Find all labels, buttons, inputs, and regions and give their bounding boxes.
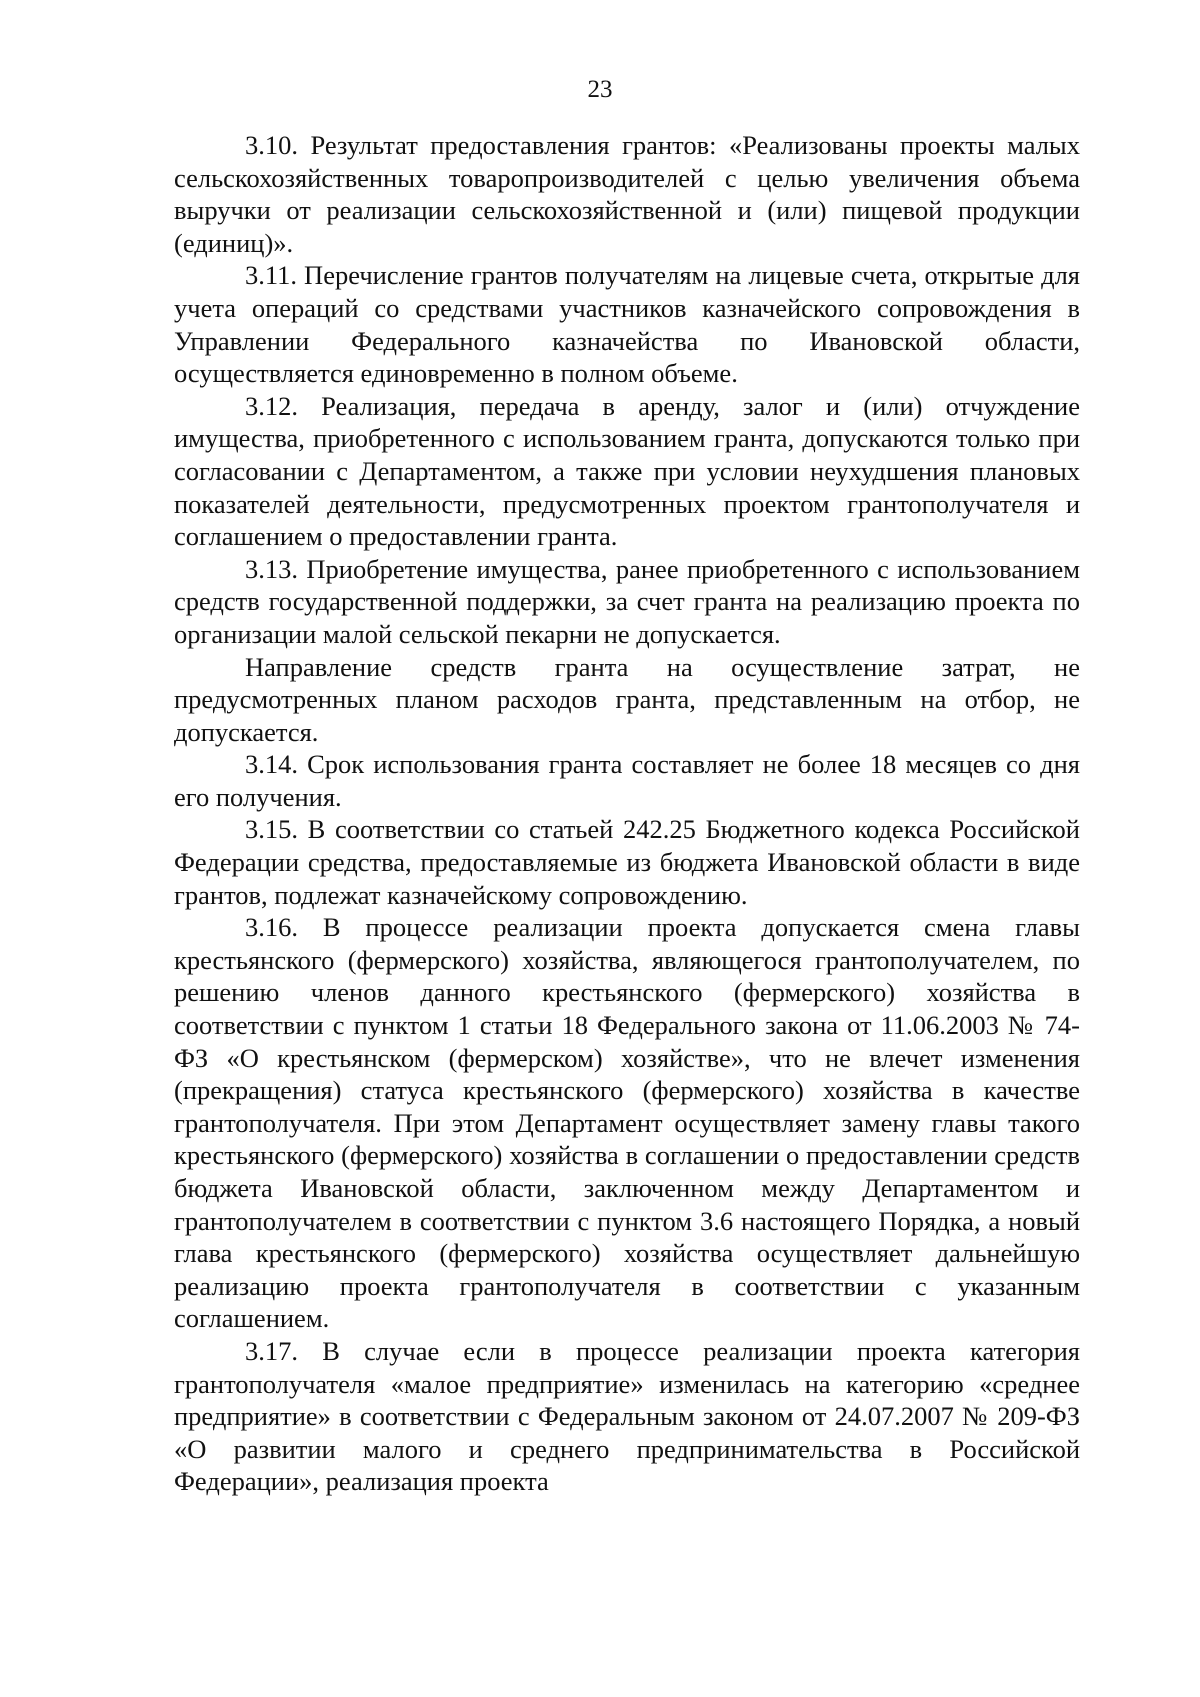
paragraph-3-10: 3.10. Результат предоставления грантов: «Реализованы проекты малых сельскохозяйственных товаропроизводителей с целью увеличения объема выручки от реализации сельскохозяйственной и (или) пищевой продукции (единиц)». (174, 130, 1080, 258)
paragraph-3-11: 3.11. Перечисление грантов получателям на лицевые счета, открытые для учета операций со средствами участников казначейского сопровождения в Управлении Федерального казначейства по Ивановской области, осуществляется единовременно в полном объеме. (174, 260, 1080, 389)
page-number: 23 (587, 76, 613, 103)
paragraph-3-17: 3.17. В случае если в процессе реализации проекта категория грантополучателя «малое предприятие» изменилась на категорию «среднее предприятие» в соответствии с Федеральным законом от 24.07.2007 № 209-ФЗ «О развитии малого и среднего предпринимательства в Российской Федерации», реализация проекта (174, 1335, 1080, 1497)
paragraph-3-13-continued: Направление средств гранта на осуществление затрат, не предусмотренных планом расходов гранта, представленным на отбор, не допускается. (174, 651, 1080, 747)
paragraph-3-16: 3.16. В процессе реализации проекта допускается смена главы крестьянского (фермерского) хозяйства, являющегося грантополучателем, по решению членов данного крестьянского (фермерского) хозяйства в соответствии с пунктом 1 статьи 18 Федерального закона от 11.06.2003 № 74-ФЗ «О крестьянском (фермерском) хозяйстве», что не влечет изменения (прекращения) статуса крестьянского (фермерского) хозяйства в качестве грантополучателя. При этом Департамент осуществляет замену главы такого крестьянского (фермерского) хозяйства в соглашении о предоставлении средств бюджета Ивановской области, заключенном между Департаментом и грантополучателем в соответствии с пунктом 3.6 настоящего Порядка, а новый глава крестьянского (фермерского) хозяйства осуществляет дальнейшую реализацию проекта грантополучателя в соответствии с указанным соглашением. (174, 912, 1080, 1334)
paragraph-3-12: 3.12. Реализация, передача в аренду, залог и (или) отчуждение имущества, приобретенного с использованием гранта, допускаются только при согласовании с Департаментом, а также при условии неухудшения плановых показателей деятельности, предусмотренных проектом грантополучателя и соглашением о предоставлении гранта. (174, 390, 1080, 552)
paragraph-3-14: 3.14. Срок использования гранта составляет не более 18 месяцев со дня его получения. (174, 749, 1080, 812)
document-body (174, 129, 1080, 1498)
paragraph-3-15: 3.15. В соответствии со статьей 242.25 Бюджетного кодекса Российской Федерации средства, предоставляемые из бюджета Ивановской области в виде грантов, подлежат казначейскому сопровождению. (174, 814, 1080, 910)
paragraph-3-13: 3.13. Приобретение имущества, ранее приобретенного с использованием средств государственной поддержки, за счет гранта на реализацию проекта по организации малой сельской пекарни не допускается. (174, 553, 1080, 649)
